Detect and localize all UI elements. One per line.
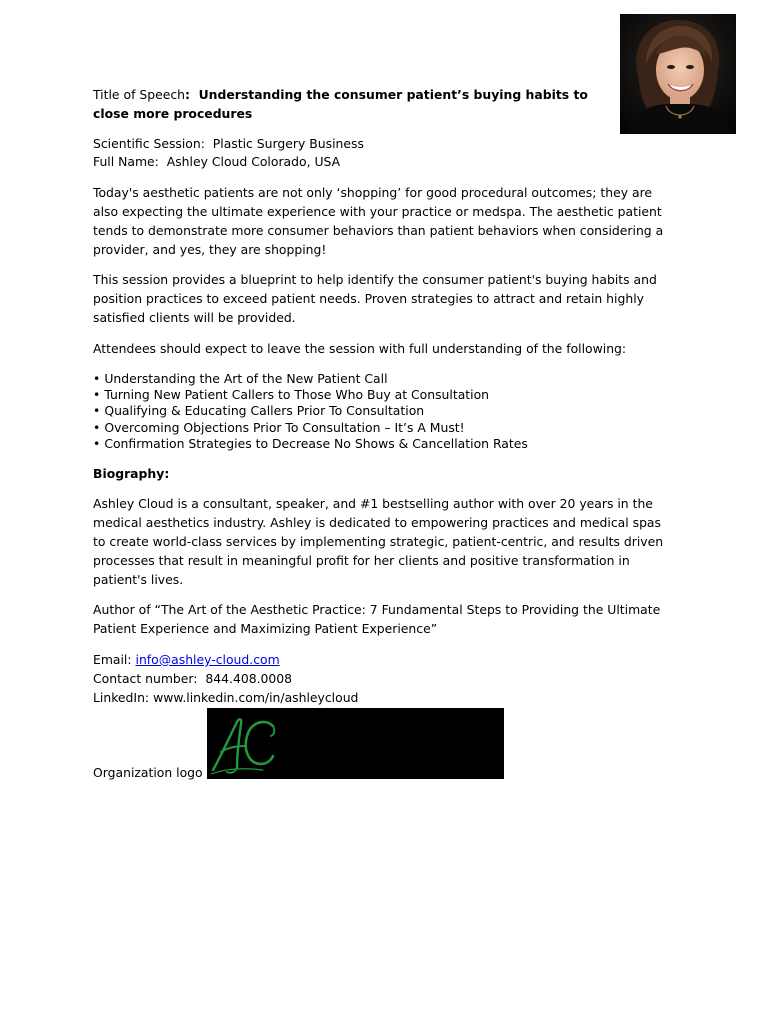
contact-number-label: Contact number:	[93, 670, 198, 686]
list-item: • Overcoming Objections Prior To Consultation – It’s A Must!	[93, 420, 675, 436]
organization-logo-label: Organization logo	[93, 765, 203, 780]
biography-paragraph-2: Author of “The Art of the Aesthetic Practice: 7 Fundamental Steps to Providing the Ultimate Patient Experience and Maximizing Patient Experience”	[93, 602, 661, 637]
linkedin-label: LinkedIn:	[93, 689, 150, 705]
full-name-line	[93, 153, 675, 172]
contact-number-line	[93, 670, 675, 689]
list-item: • Understanding the Art of the New Patient Call	[93, 371, 675, 387]
email-label: Email:	[93, 651, 132, 667]
list-item: • Confirmation Strategies to Decrease No Shows & Cancellation Rates	[93, 436, 675, 452]
ac-monogram-logo-icon	[207, 708, 504, 779]
email-link[interactable]: info@ashley-cloud.com	[135, 651, 280, 667]
speech-title-label: Title of Speech	[93, 87, 186, 102]
email-line	[93, 651, 675, 670]
list-item: • Qualifying & Educating Callers Prior To Consultation	[93, 403, 675, 419]
session-value: Plastic Surgery Business	[212, 135, 364, 151]
organization-logo	[207, 708, 504, 779]
linkedin-value: www.linkedin.com/in/ashleycloud	[153, 689, 359, 705]
biography-heading: Biography:	[93, 465, 170, 481]
speech-title-value: Understanding the consumer patient’s buying habits to close more procedures	[93, 87, 588, 121]
abstract-paragraph-2: This session provides a blueprint to help identify the consumer patient's buying habits and position practices to exceed patient needs. Proven strategies to attract and retain highly satisfied clients will be provided.	[93, 272, 657, 325]
speech-document	[93, 86, 675, 707]
abstract-paragraph-3: Attendees should expect to leave the session with full understanding of the following:	[93, 340, 627, 356]
abstract-paragraph-1: Today's aesthetic patients are not only ‘shopping’ for good procedural outcomes; they are also expecting the ultimate experience with your practice or medspa. The aesthetic patient tends to demonstrate more consumer behaviors than patient behaviors when considering a provider, and yes, they are shopping!	[93, 185, 664, 257]
full-name-label: Full Name:	[93, 154, 159, 170]
session-label: Scientific Session:	[93, 135, 205, 151]
contact-number-value: 844.408.0008	[205, 670, 293, 686]
list-item: • Turning New Patient Callers to Those Who Buy at Consultation	[93, 387, 675, 403]
full-name-value: Ashley Cloud Colorado, USA	[166, 154, 341, 170]
speech-title-line: Title of Speech: Understanding the consumer patient’s buying habits to close more procedures	[93, 87, 588, 121]
linkedin-line	[93, 689, 675, 708]
biography-paragraph-1: Ashley Cloud is a consultant, speaker, and #1 bestselling author with over 20 years in the medical aesthetics industry. Ashley is dedicated to empowering practices and medical spas to create world-class services by implementing strategic, patient-centric, and results driven processes that result in meaningful profit for her clients and positive transformation in patient's lives.	[93, 496, 664, 587]
scientific-session-line	[93, 135, 675, 154]
organization-logo-row	[93, 708, 513, 780]
learning-objectives-list	[93, 371, 675, 453]
